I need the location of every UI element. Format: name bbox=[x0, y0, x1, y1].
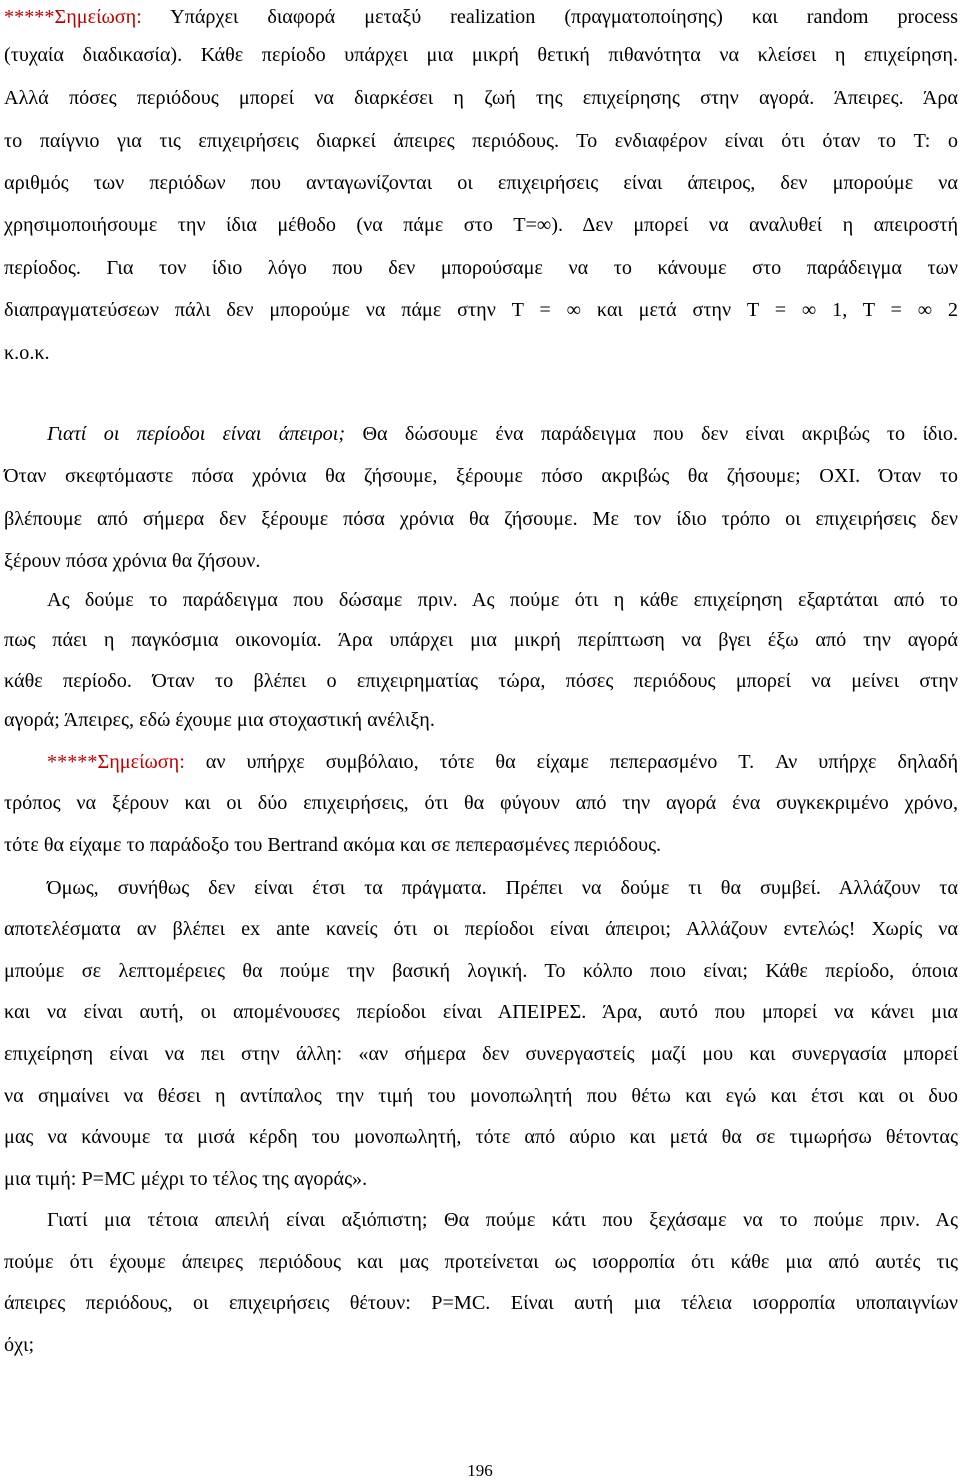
text-line: αγορά; Άπειρες, εδώ έχουμε μια στοχαστική ανέλιξη. bbox=[4, 709, 435, 731]
text-line: μας να κάνουμε τα μισά κέρδη του μονοπωλητή, τότε από αύριο και μετά θα σε τιμωρήσω θέτοντας bbox=[4, 1126, 958, 1148]
text-line: και να είναι αυτή, οι απομένουσες περίοδοι είναι ΑΠΕΙΡΕΣ. Άρα, αυτό που μπορεί να κάνει μια bbox=[4, 1001, 958, 1023]
text-line: (τυχαία διαδικασία). Κάθε περίοδο υπάρχει μια μικρή θετική πιθανότητα να κλείσει η επιχείρηση. bbox=[4, 44, 958, 66]
line-text: Υπάρχει διαφορά μεταξύ realization (πραγματοποίησης) και random process bbox=[141, 6, 958, 28]
text-line: μπούμε σε λεπτομέρειες θα πούμε την βασική λογική. Το κόλπο ποιο είναι; Κάθε περίοδο, όποια bbox=[4, 960, 958, 982]
text-line: Γιατί μια τέτοια απειλή είναι αξιόπιστη; Θα πούμε κάτι που ξεχάσαμε να το πούμε πριν. Ας bbox=[47, 1209, 958, 1231]
text-line: πούμε ότι έχουμε άπειρες περιόδους και μας προτείνεται ως ισορροπία ότι κάθε μια από αυτές τις bbox=[4, 1251, 958, 1273]
text-line: αριθμός των περιόδων που ανταγωνίζονται οι επιχειρήσεις είναι άπειρος, δεν μπορούμε να bbox=[4, 172, 958, 194]
line-text: Θα δώσουμε ένα παράδειγμα που δεν είναι ακριβώς το ίδιο. bbox=[345, 423, 958, 445]
text-line: διαπραγματεύσεων πάλι δεν μπορούμε να πάμε στην T = ∞ και μετά στην T = ∞ 1, T = ∞ 2 bbox=[4, 299, 958, 321]
text-line: χρησιμοποιήσουμε την ίδια μέθοδο (να πάμε στο T=∞). Δεν μπορεί να αναλυθεί η απειροστή bbox=[4, 214, 958, 236]
note-marker: *****Σημείωση: bbox=[47, 751, 185, 773]
text-line: επιχείρηση είναι να πει στην άλλη: «αν σήμερα δεν συνεργαστείς μαζί μου και συνεργασία μπορεί bbox=[4, 1043, 958, 1065]
text-line: Αλλά πόσες περιόδους μπορεί να διαρκέσει η ζωή της επιχείρησης στην αγορά. Άπειρες. Άρα bbox=[4, 87, 958, 109]
text-line: το παίγνιο για τις επιχειρήσεις διαρκεί άπειρες περιόδους. Το ενδιαφέρον είναι ότι όταν το T: ο bbox=[4, 130, 958, 152]
text-line: βλέπουμε από σήμερα δεν ξέρουμε πόσα χρόνια θα ζήσουμε. Με τον ίδιο τρόπο οι επιχειρήσεις δεν bbox=[4, 508, 958, 530]
text-line: τότε θα είχαμε το παράδοξο του Bertrand ακόμα και σε πεπερασμένες περιόδους. bbox=[4, 834, 662, 856]
text-line: κάθε περίοδο. Όταν το βλέπει ο επιχειρηματίας τώρα, πόσες περιόδους μπορεί να μείνει στην bbox=[4, 670, 958, 692]
text-line bbox=[47, 749, 958, 775]
text-line: κ.ο.κ. bbox=[4, 342, 50, 364]
text-line: Όμως, συνήθως δεν είναι έτσι τα πράγματα. Πρέπει να δούμε τι θα συμβεί. Αλλάζουν τα bbox=[47, 877, 958, 899]
text-line bbox=[4, 4, 958, 30]
line-text: αν υπήρχε συμβόλαιο, τότε θα είχαμε πεπερασμένο T. Αν υπήρχε δηλαδή bbox=[184, 751, 958, 773]
text-line: Όταν σκεφτόμαστε πόσα χρόνια θα ζήσουμε, ξέρουμε πόσο ακριβώς θα ζήσουμε; ΟΧΙ. Όταν το bbox=[4, 465, 958, 487]
italic-question: Γιατί οι περίοδοι είναι άπειροι; bbox=[47, 423, 346, 445]
text-line: ξέρουν πόσα χρόνια θα ζήσουν. bbox=[4, 550, 261, 572]
text-line: να σημαίνει να θέσει η αντίπαλος την τιμή του μονοπωλητή που θέτω και εγώ και έτσι και οι δυο bbox=[4, 1085, 958, 1107]
text-line: τρόπος να ξέρουν και οι δύο επιχειρήσεις, ότι θα φύγουν από την αγορά ένα συγκεκριμένο χρόνο, bbox=[4, 792, 958, 814]
text-line: Ας δούμε το παράδειγμα που δώσαμε πριν. Ας πούμε ότι η κάθε επιχείρηση εξαρτάται από το bbox=[47, 589, 958, 611]
text-line: μια τιμή: P=MC μέχρι το τέλος της αγοράς». bbox=[4, 1168, 368, 1190]
note-marker: *****Σημείωση: bbox=[4, 6, 142, 28]
text-line: αποτελέσματα αν βλέπει ex ante κανείς ότι οι περίοδοι είναι άπειροι; Αλλάζουν εντελώς! Χωρίς να bbox=[4, 918, 958, 940]
text-line: όχι; bbox=[4, 1334, 35, 1356]
text-line: περίοδος. Για τον ίδιο λόγο που δεν μπορούσαμε να το κάνουμε στο παράδειγμα των bbox=[4, 257, 958, 279]
text-line: άπειρες περιόδους, οι επιχειρήσεις θέτουν: P=MC. Είναι αυτή μια τέλεια ισορροπία υποπαιγνίων bbox=[4, 1292, 958, 1314]
text-line bbox=[47, 421, 958, 447]
text-line: πως πάει η παγκόσμια οικονομία. Άρα υπάρχει μια μικρή περίπτωση να βγει έξω από την αγορά bbox=[4, 629, 958, 651]
page-number: 196 bbox=[467, 1461, 493, 1480]
